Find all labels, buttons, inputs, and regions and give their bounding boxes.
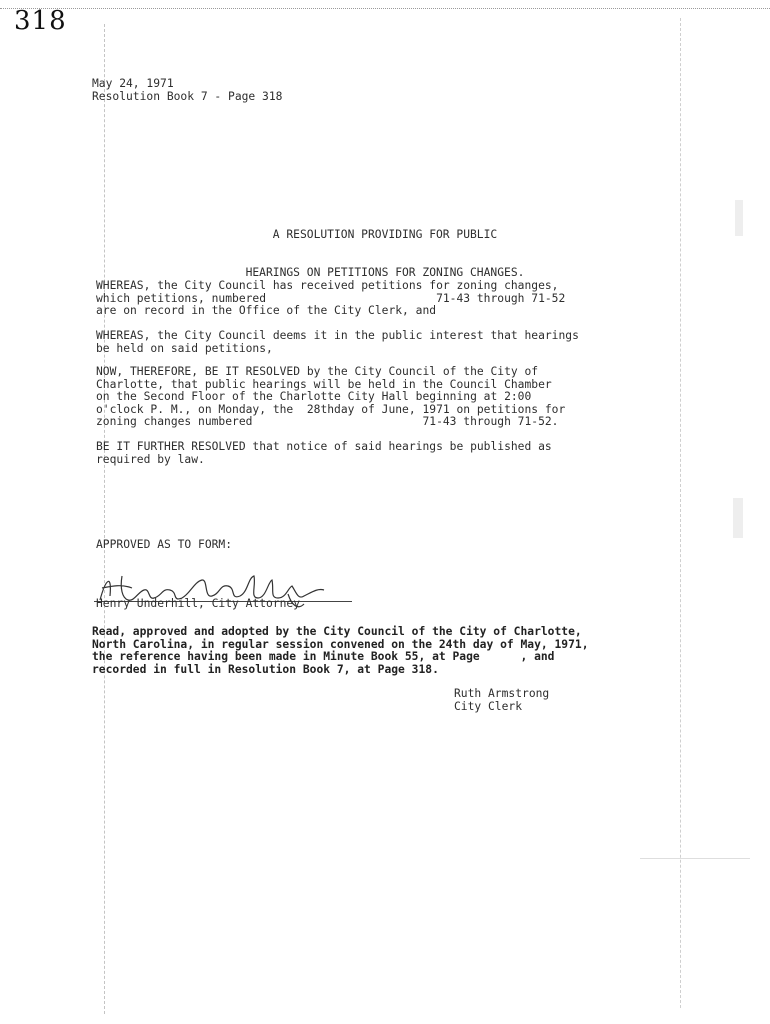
clerk-signature-block [454, 688, 549, 713]
scan-speck [733, 498, 743, 538]
adoption-statement: Read, approved and adopted by the City Council of the City of Charlotte, North Carolina, in regular session convened on the 24th day of May, 1971, the reference having been made in Minute Book 55, at Page , and recorded in full in Resolution Book 7, at Page 318. [92, 625, 589, 676]
left-margin-line [104, 24, 105, 1014]
page-number: 318 [14, 6, 67, 36]
clerk-title: City Clerk [454, 699, 523, 713]
approved-as-to-form-label: APPROVED AS TO FORM: [96, 538, 233, 551]
whereas-paragraph-2: WHEREAS, the City Council deems it in the public interest that hearings be held on said petitions, [96, 329, 579, 355]
scan-speck [735, 200, 743, 236]
document-header [92, 78, 282, 103]
right-margin-line [680, 18, 681, 1008]
top-scan-rule [0, 8, 770, 9]
now-therefore-paragraph: NOW, THEREFORE, BE IT RESOLVED by the City Council of the City of Charlotte, that public hearings will be held in the Council Chamber on the Second Floor of the Charlotte City Hall beginning at 2:00 o'clock P. M., on Monday, the 28thday of June, 1971 on petitions for zoning changes numbered 71-43 through 71-52. [96, 365, 566, 429]
scan-speck [640, 858, 750, 859]
header-date: May 24, 1971 [92, 77, 174, 90]
title-line-1: A RESOLUTION PROVIDING FOR PUBLIC [272, 228, 498, 242]
whereas-paragraph-1: WHEREAS, the City Council has received petitions for zoning changes, which petitions, numbered 71-43 through 71-52 are on record in the Office of the City Clerk, and [96, 279, 566, 318]
further-resolved-paragraph: BE IT FURTHER RESOLVED that notice of said hearings be published as required by law. [96, 440, 552, 466]
clerk-name: Ruth Armstrong [454, 687, 550, 700]
title-line-2: HEARINGS ON PETITIONS FOR ZONING CHANGES. [245, 265, 525, 279]
signer-name: Henry Underhill, City Attorney [96, 597, 301, 610]
header-reference: Resolution Book 7 - Page 318 [92, 89, 283, 103]
